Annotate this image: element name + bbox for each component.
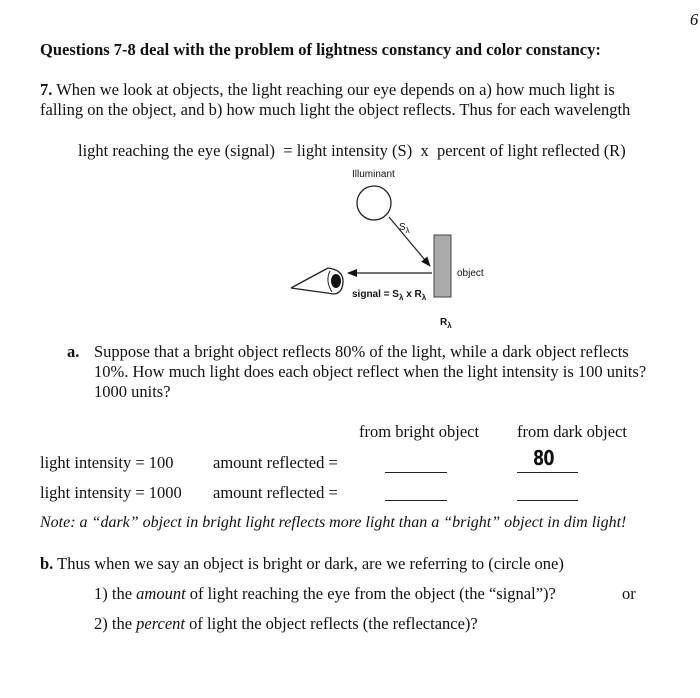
s-lambda-letter: S [399,222,406,233]
part-b-text: Thus when we say an object is bright or dark, are we referring to (circle one) [53,554,564,573]
row2-bright-blank[interactable] [385,500,447,501]
row2-dark-blank[interactable] [517,500,578,501]
eye-icon [291,268,343,294]
signal-text: signal = S [352,289,399,300]
r-lambda-sub: λ [447,321,452,330]
q7-line2: falling on the object, and b) how much light the object reflects. Thus for each wavelength [40,100,631,119]
illuminant-label: Illuminant [352,169,395,180]
col-dark-header: from dark object [517,422,627,441]
part-a-line2: 10%. How much light does each object reflect when the light intensity is 100 units? [94,362,647,381]
part-b-label: b. [40,554,54,573]
row1-bright-blank[interactable] [385,472,447,473]
opt2-pre: 2) the [94,614,137,633]
formula: light reaching the eye (signal) = light intensity (S) x percent of light reflected (R) [78,141,626,160]
s-lambda-sub: λ [405,226,410,235]
r-lambda-letter: R [440,317,448,328]
page-number-fragment: 6 [690,10,699,29]
q7-number: 7. [40,80,53,99]
part-a-line1: Suppose that a bright object reflects 80% of the light, while a dark object reflects [94,342,629,361]
object-label: object [457,268,484,279]
opt1-pre: 1) the [94,584,137,603]
q7-line1-text: When we look at objects, the light reaching our eye depends on a) how much light is [52,80,615,99]
option-2[interactable] [94,614,478,634]
row2-label: amount reflected = [213,483,338,502]
option-1[interactable] [94,584,556,604]
or-label: or [622,584,636,603]
col-bright-header: from bright object [359,422,480,441]
heading: Questions 7-8 deal with the problem of lightness constancy and color constancy: [40,40,601,59]
signal-s-sub: λ [398,293,404,302]
signal-x-text: x R [406,289,422,300]
part-a-label: a. [67,342,80,361]
signal-r-sub: λ [421,293,427,302]
row1-dark-blank[interactable] [517,472,578,473]
part-b-line [40,554,564,574]
row1-intensity: light intensity = 100 [40,453,174,472]
note: Note: a “dark” object in bright light reflects more light than a “bright” object in dim light! [40,514,627,531]
opt2-em: percent [136,614,186,633]
row1-dark-answer: 80 [533,446,554,470]
opt1-post: of light reaching the eye from the object (the “signal”)? [185,584,556,603]
signal-label [352,289,426,302]
row1-label: amount reflected = [213,453,338,472]
opt1-em: amount [136,584,186,603]
object-rect [434,235,451,297]
opt2-post: of light the object reflects (the reflectance)? [185,614,478,633]
part-a-line3: 1000 units? [94,382,171,401]
illuminant-circle [357,186,391,220]
row2-intensity: light intensity = 1000 [40,483,182,502]
s-lambda-label [399,222,410,235]
r-lambda-label [440,317,452,330]
